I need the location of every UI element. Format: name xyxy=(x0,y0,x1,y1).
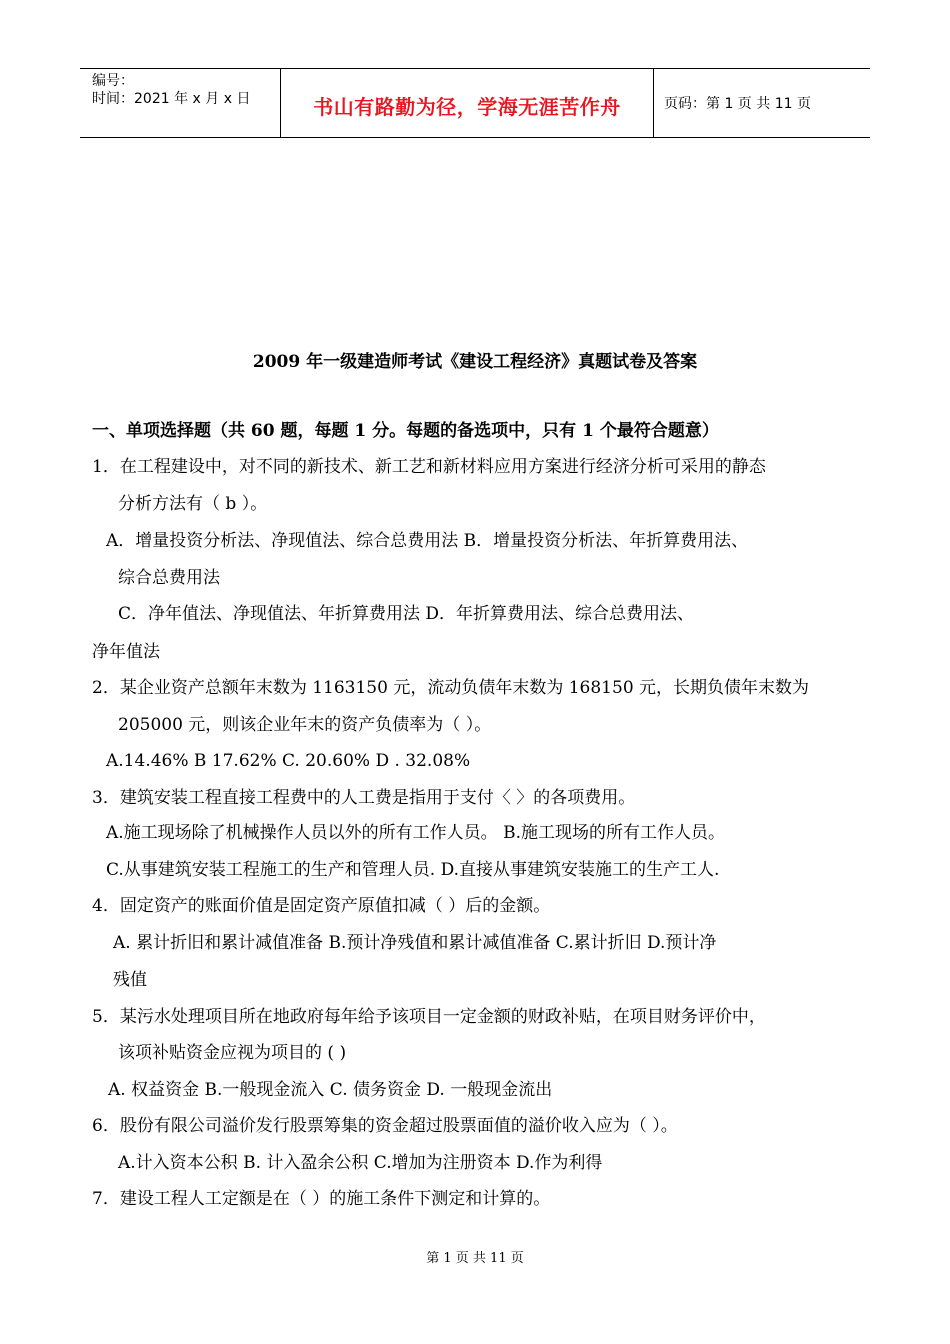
document-title: 2009 年一级建造师考试《建设工程经济》真题试卷及答案 xyxy=(252,352,698,372)
question-line: 该项补贴资金应视为项目的 ( ) xyxy=(118,1043,347,1063)
question-line: 1．在工程建设中，对不同的新技术、新工艺和新材料应用方案进行经济分析可采用的静态 xyxy=(92,457,766,477)
question-line: 6．股份有限公司溢价发行股票筹集的资金超过股票面值的溢价收入应为（ ）。 xyxy=(92,1116,678,1136)
option-line: 净年值法 xyxy=(92,642,160,662)
option-line: 残值 xyxy=(113,970,147,990)
option-line: A．增量投资分析法、净现值法、综合总费用法 B．增量投资分析法、年折算费用法、 xyxy=(106,531,749,551)
question-line: 分析方法有（ b ）。 xyxy=(118,494,268,514)
question-line: 4．固定资产的账面价值是固定资产原值扣减（ ）后的金额。 xyxy=(92,896,551,916)
option-line: A.计入资本公积 B. 计入盈余公积 C.增加为注册资本 D.作为利得 xyxy=(118,1153,603,1173)
option-line: C.从事建筑安装工程施工的生产和管理人员. D.直接从事建筑安装施工的生产工人. xyxy=(106,860,720,880)
section-heading: 一、单项选择题（共 60 题，每题 1 分。每题的备选项中，只有 1 个最符合题意） xyxy=(92,421,719,441)
option-line: A.施工现场除了机械操作人员以外的所有工作人员。 B.施工现场的所有工作人员。 xyxy=(106,823,725,843)
page-footer: 第 1 页 共 11 页 xyxy=(426,1251,524,1266)
option-line: A. 权益资金 B.一般现金流入 C. 债务资金 D. 一般现金流出 xyxy=(108,1080,553,1100)
question-line: 7．建设工程人工定额是在（ ）的施工条件下测定和计算的。 xyxy=(92,1189,551,1209)
header-page-cell xyxy=(654,69,870,137)
question-line: 3．建筑安装工程直接工程费中的人工费是指用于支付〈 〉的各项费用。 xyxy=(92,788,636,808)
option-line: A.14.46% B 17.62% C. 20.60% D . 32.08% xyxy=(106,751,471,771)
header-meta-cell xyxy=(80,69,281,137)
option-line: A. 累计折旧和累计减值准备 B.预计净残值和累计减值准备 C.累计折旧 D.预计净 xyxy=(113,933,717,953)
question-line: 5．某污水处理项目所在地政府每年给予该项目一定金额的财政补贴，在项目财务评价中， xyxy=(92,1007,766,1027)
document-header xyxy=(80,68,870,138)
header-motto-cell xyxy=(281,69,654,137)
question-line: 205000 元，则该企业年末的资产负债率为（ ）。 xyxy=(118,715,492,735)
time-label: 时间：2021 年 x 月 x 日 xyxy=(92,91,251,107)
option-line: 综合总费用法 xyxy=(118,568,220,588)
number-label: 编号： xyxy=(92,73,134,89)
page-info: 页码：第 1 页 共 11 页 xyxy=(664,96,811,112)
motto: 书山有路勤为径，学海无涯苦作舟 xyxy=(313,95,621,119)
question-line: 2．某企业资产总额年末数为 1163150 元，流动负债年末数为 168150 元，长期负债年末数为 xyxy=(92,678,810,698)
option-line: C．净年值法、净现值法、年折算费用法 D．年折算费用法、综合总费用法、 xyxy=(118,604,695,624)
